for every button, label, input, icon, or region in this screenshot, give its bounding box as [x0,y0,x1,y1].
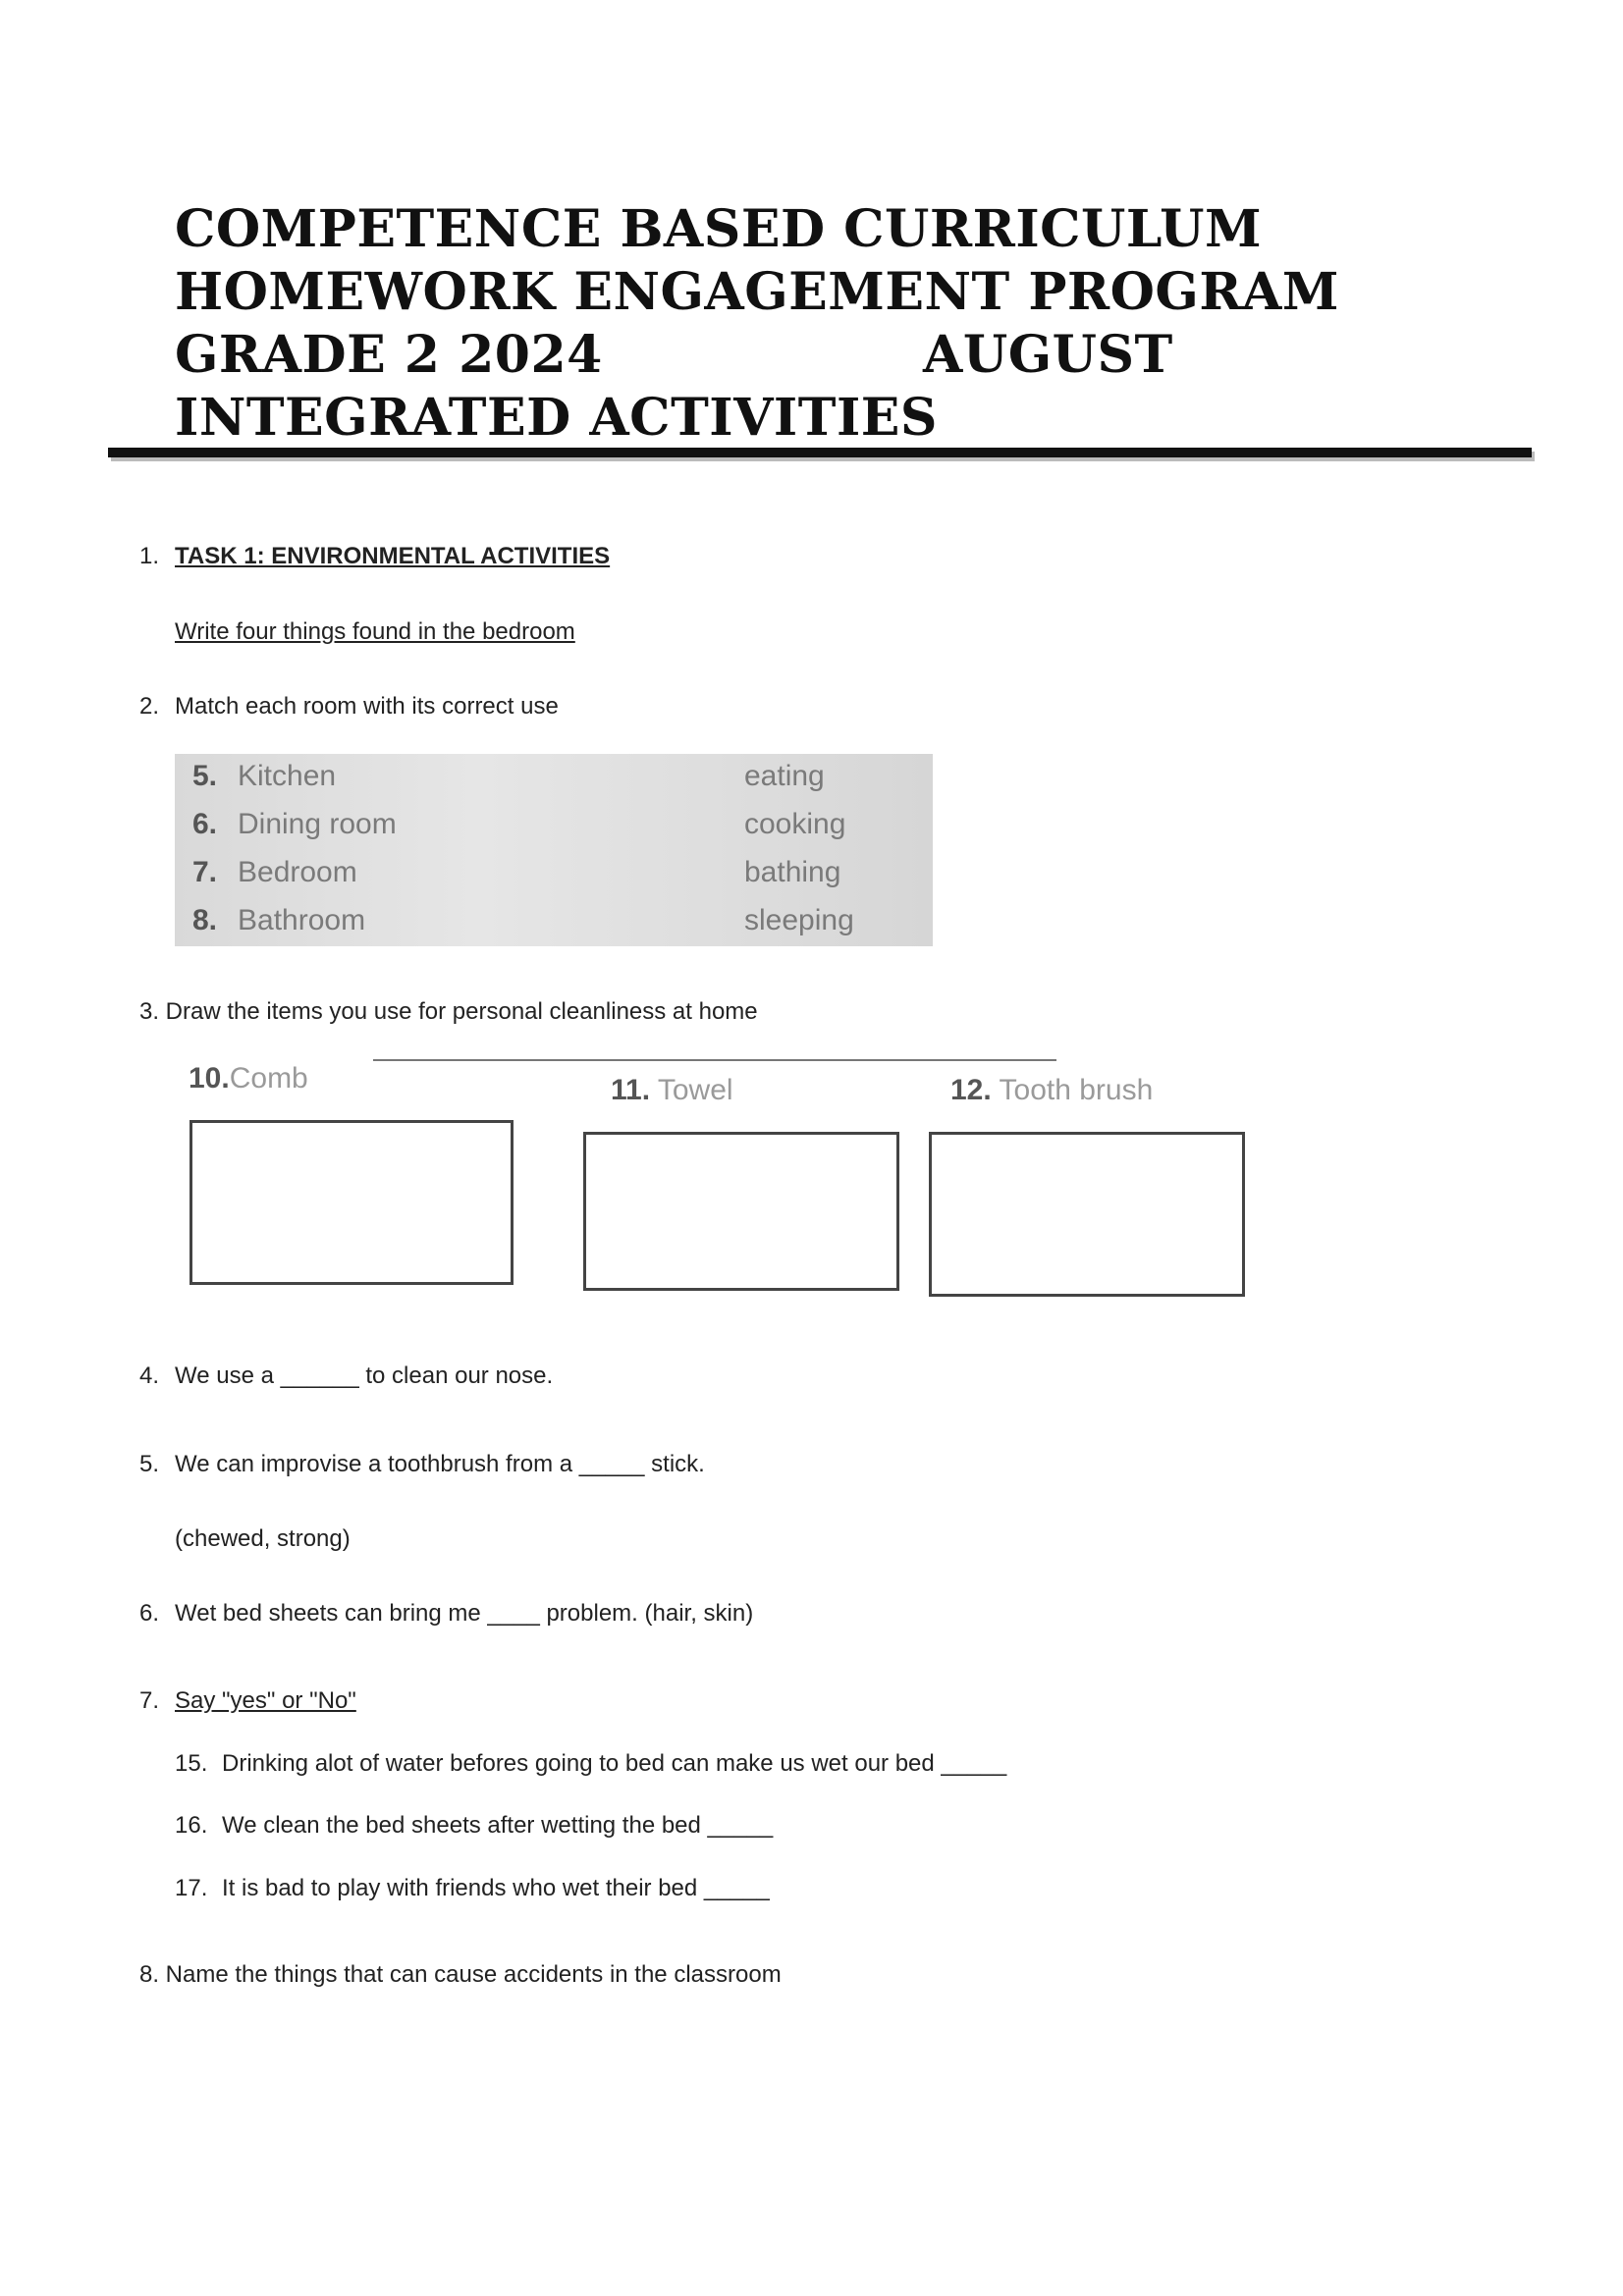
draw-number: 12. [950,1074,992,1106]
draw-number: 10. [189,1062,230,1095]
match-number: 8. [192,904,218,936]
question-number: 7. [139,1687,160,1714]
match-use: bathing [744,856,841,888]
question-number: 6. [139,1600,160,1627]
item-number: 15. [175,1750,208,1777]
matching-table [175,754,933,946]
yes-no-item [175,1749,1006,1779]
item-text: Drinking alot of water befores going to bed can make us wet our bed _____ [222,1750,1007,1777]
draw-label-toothbrush [950,1074,1153,1107]
question-4 [139,1362,553,1391]
header-month: AUGUST [923,325,1173,385]
header-divider [108,448,1532,457]
drawing-box-comb[interactable] [189,1120,514,1285]
question-7 [139,1686,356,1716]
question-text: Wet bed sheets can bring me ____ problem. (hair, skin) [175,1600,754,1627]
item-text: We clean the bed sheets after wetting the bed _____ [222,1812,774,1839]
match-number: 7. [192,856,218,888]
question-number: 4. [139,1362,160,1389]
question-number: 1. [139,543,160,569]
match-number: 5. [192,760,218,792]
item-number: 17. [175,1875,208,1901]
yes-no-item [175,1874,770,1903]
draw-item-name: Comb [229,1062,308,1095]
match-room: Bathroom [238,904,366,936]
question-5 [139,1450,705,1479]
question-2 [139,692,559,721]
worksheet-header [175,198,1353,450]
drawing-box-toothbrush[interactable] [929,1132,1245,1297]
draw-number: 11. [611,1074,651,1106]
question-title: Say "yes" or "No" [175,1687,356,1714]
match-row [175,856,933,903]
match-use: eating [744,760,825,792]
draw-item-name: Tooth brush [999,1074,1154,1106]
item-text: It is bad to play with friends who wet their bed _____ [222,1875,770,1901]
question-text: Match each room with its correct use [175,693,559,720]
question-1 [139,542,610,571]
match-use: sleeping [744,904,854,936]
faint-rule [373,1059,1056,1061]
question-number: 2. [139,693,160,720]
match-row [175,808,933,855]
item-number: 16. [175,1812,208,1839]
yes-no-item [175,1811,773,1841]
header-grade-row [175,324,1353,387]
question-1-instruction: Write four things found in the bedroom [175,618,575,645]
question-number: 5. [139,1451,160,1477]
match-room: Kitchen [238,760,337,792]
draw-label-comb [189,1062,308,1095]
match-room: Dining room [238,808,397,840]
question-5-options: (chewed, strong) [175,1525,351,1552]
header-program: HOMEWORK ENGAGEMENT PROGRAM [175,262,1339,322]
header-subject: INTEGRATED ACTIVITIES [175,388,938,448]
question-text: We can improvise a toothbrush from a _____ stick. [175,1451,705,1477]
drawing-box-towel[interactable] [583,1132,899,1291]
match-row [175,760,933,807]
match-use: cooking [744,808,846,840]
match-room: Bedroom [238,856,357,888]
task-title: TASK 1: ENVIRONMENTAL ACTIVITIES [175,543,611,569]
question-8: 8. Name the things that can cause accidents in the classroom [139,1961,782,1988]
header-grade: GRADE 2 2024 [175,325,603,385]
question-3: 3. Draw the items you use for personal cleanliness at home [139,998,758,1025]
draw-label-towel [611,1074,733,1107]
header-curriculum: COMPETENCE BASED CURRICULUM [175,199,1262,259]
match-row [175,904,933,951]
draw-item-name: Towel [657,1074,733,1106]
question-6 [139,1599,753,1629]
question-text: We use a ______ to clean our nose. [175,1362,554,1389]
match-number: 6. [192,808,218,840]
